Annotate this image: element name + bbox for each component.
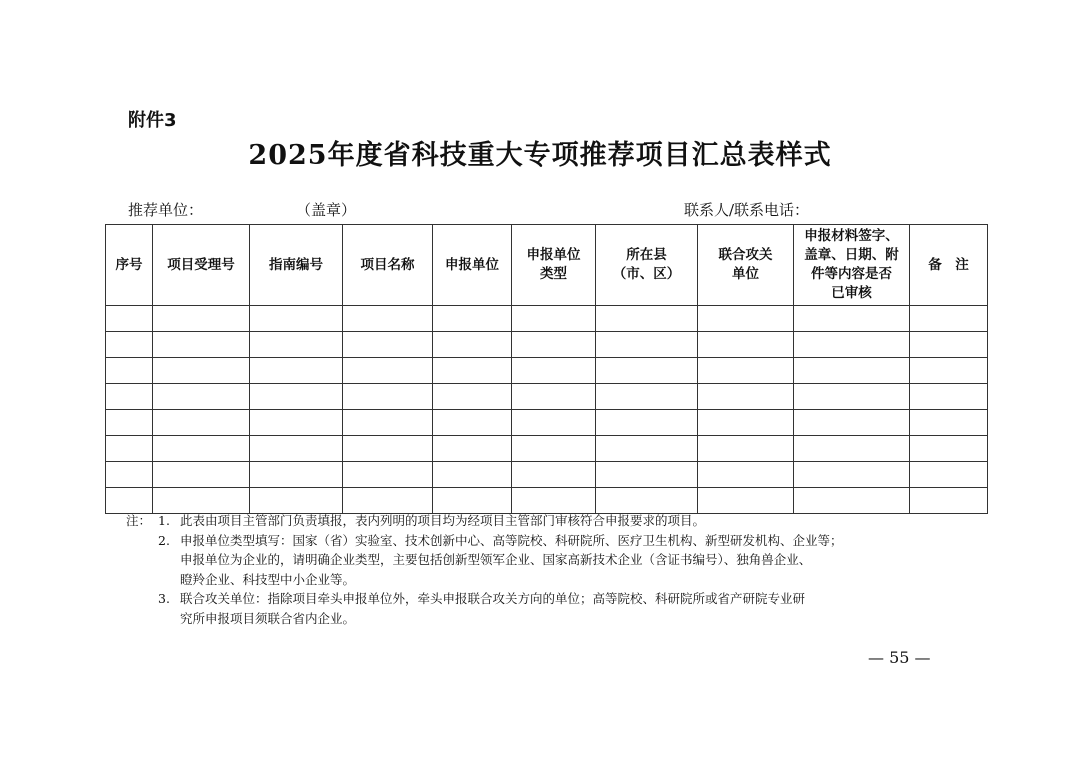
column-header-line: 单位: [732, 266, 759, 282]
table-cell: [433, 358, 512, 384]
column-header: [153, 225, 250, 306]
table-cell: [153, 488, 250, 514]
table-cell: [433, 410, 512, 436]
column-header: [794, 225, 910, 306]
column-header: [433, 225, 512, 306]
table-cell: [794, 488, 910, 514]
table-cell: [910, 306, 988, 332]
table-cell: [698, 384, 794, 410]
note-text: 申报单位类型填写：国家（省）实验室、技术创新中心、高等院校、科研院所、医疗卫生机构、新型研发机构、企业等；: [180, 532, 843, 548]
table-cell: [794, 332, 910, 358]
table-cell: [910, 358, 988, 384]
table-cell: [698, 488, 794, 514]
table-cell: [512, 306, 596, 332]
column-header-line: （市、区）: [612, 266, 681, 282]
table-cell: [343, 306, 433, 332]
note-line: [126, 550, 976, 570]
table-cell: [106, 462, 153, 488]
table-cell: [512, 436, 596, 462]
table-row: [106, 488, 988, 514]
column-header: [106, 225, 153, 306]
table-cell: [794, 462, 910, 488]
table-body: [106, 306, 988, 514]
table-cell: [343, 436, 433, 462]
table-cell: [106, 306, 153, 332]
table-cell: [698, 332, 794, 358]
table-cell: [698, 358, 794, 384]
table-cell: [153, 410, 250, 436]
table-cell: [596, 462, 698, 488]
note-number: 2.: [158, 532, 170, 548]
table-cell: [596, 358, 698, 384]
table-cell: [343, 384, 433, 410]
table-row: [106, 358, 988, 384]
table-cell: [250, 410, 343, 436]
table-cell: [153, 332, 250, 358]
annex-label: 附件3: [128, 110, 177, 131]
column-header-line: 指南编号: [269, 256, 323, 273]
table-cell: [596, 332, 698, 358]
table-cell: [596, 436, 698, 462]
table-cell: [910, 488, 988, 514]
table-cell: [250, 436, 343, 462]
table-cell: [250, 358, 343, 384]
column-header-line: 所在县: [626, 247, 667, 263]
table-cell: [250, 488, 343, 514]
table-cell: [106, 410, 153, 436]
table-cell: [794, 384, 910, 410]
table-cell: [698, 462, 794, 488]
table-cell: [106, 332, 153, 358]
column-header-line: 项目名称: [360, 256, 415, 273]
table-cell: [343, 332, 433, 358]
table-cell: [153, 358, 250, 384]
table-cell: [433, 436, 512, 462]
table-cell: [343, 358, 433, 384]
note-line: [126, 511, 976, 531]
column-header-line: 备 注: [928, 256, 969, 273]
table-cell: [596, 306, 698, 332]
note-number: 1.: [158, 513, 170, 528]
column-header-line: 盖章、日期、附: [804, 247, 899, 263]
column-header-line: 联合攻关: [718, 247, 773, 263]
table-cell: [596, 488, 698, 514]
table-cell: [106, 358, 153, 384]
notes-label: 注：: [126, 513, 152, 528]
table-row: [106, 384, 988, 410]
recommender-label: 推荐单位：: [128, 201, 204, 219]
note-text: 此表由项目主管部门负责填报，表内列明的项目均为经项目主管部门审核符合申报要求的项目。: [180, 513, 706, 528]
table-header-row: [106, 225, 988, 306]
page-title: 2025年度省科技重大专项推荐项目汇总表样式: [248, 140, 832, 171]
note-text: 究所申报项目须联合省内企业。: [180, 610, 356, 626]
note-line: [126, 531, 976, 551]
stamp-label: （盖章）: [296, 201, 357, 219]
table-row: [106, 332, 988, 358]
column-header-line: 申报材料签字、: [804, 228, 899, 244]
table-cell: [910, 332, 988, 358]
table-cell: [512, 462, 596, 488]
table-cell: [596, 410, 698, 436]
table-cell: [250, 332, 343, 358]
column-header-line: 申报单位: [445, 256, 499, 273]
table-cell: [794, 436, 910, 462]
table-cell: [250, 384, 343, 410]
column-header-line: 件等内容是否: [811, 266, 892, 282]
contact-label: 联系人/联系电话：: [684, 201, 810, 219]
column-header-line: 项目受理号: [167, 256, 235, 273]
table-cell: [698, 436, 794, 462]
table-cell: [910, 410, 988, 436]
column-header: [698, 225, 794, 306]
table-cell: [106, 488, 153, 514]
table-cell: [698, 410, 794, 436]
table-cell: [512, 410, 596, 436]
table-cell: [153, 436, 250, 462]
table-cell: [512, 358, 596, 384]
table-cell: [512, 488, 596, 514]
column-header: [596, 225, 698, 306]
note-text: 瞪羚企业、科技型中小企业等。: [180, 571, 356, 587]
note-number: 3.: [158, 591, 170, 606]
note-text: 申报单位为企业的，请明确企业类型，主要包括创新型领军企业、国家高新技术企业（含证书编号）、独角兽企业、: [180, 552, 812, 567]
table-cell: [250, 462, 343, 488]
column-header-line: 类型: [540, 266, 567, 282]
note-text: 联合攻关单位：指除项目牵头申报单位外，牵头申报联合攻关方向的单位；高等院校、科研院所或省产研院专业研: [180, 591, 806, 606]
table-row: [106, 462, 988, 488]
table-cell: [794, 358, 910, 384]
table-cell: [910, 462, 988, 488]
table-cell: [153, 306, 250, 332]
column-header: [343, 225, 433, 306]
table-cell: [433, 306, 512, 332]
table-cell: [910, 436, 988, 462]
note-line: [126, 609, 976, 629]
table-cell: [250, 306, 343, 332]
table-row: [106, 306, 988, 332]
table-cell: [343, 488, 433, 514]
table-cell: [794, 410, 910, 436]
column-header: [512, 225, 596, 306]
table-cell: [433, 332, 512, 358]
summary-table: [105, 224, 988, 514]
page-number: — 55 —: [868, 648, 931, 667]
column-header: [910, 225, 988, 306]
notes-section: [126, 511, 976, 628]
column-header-line: 已审核: [831, 285, 872, 301]
table-cell: [512, 384, 596, 410]
table-cell: [433, 384, 512, 410]
table-cell: [433, 488, 512, 514]
table-cell: [596, 384, 698, 410]
column-header: [250, 225, 343, 306]
table-cell: [910, 384, 988, 410]
table-cell: [433, 462, 512, 488]
column-header-line: 序号: [115, 256, 143, 273]
column-header-line: 申报单位: [526, 247, 581, 263]
table-row: [106, 410, 988, 436]
table-cell: [106, 384, 153, 410]
table-row: [106, 436, 988, 462]
table-cell: [343, 410, 433, 436]
note-line: [126, 570, 976, 590]
note-line: [126, 589, 976, 609]
table-cell: [512, 332, 596, 358]
table-cell: [106, 436, 153, 462]
table-cell: [698, 306, 794, 332]
table-cell: [794, 306, 910, 332]
table-cell: [153, 462, 250, 488]
table-cell: [343, 462, 433, 488]
table-cell: [153, 384, 250, 410]
